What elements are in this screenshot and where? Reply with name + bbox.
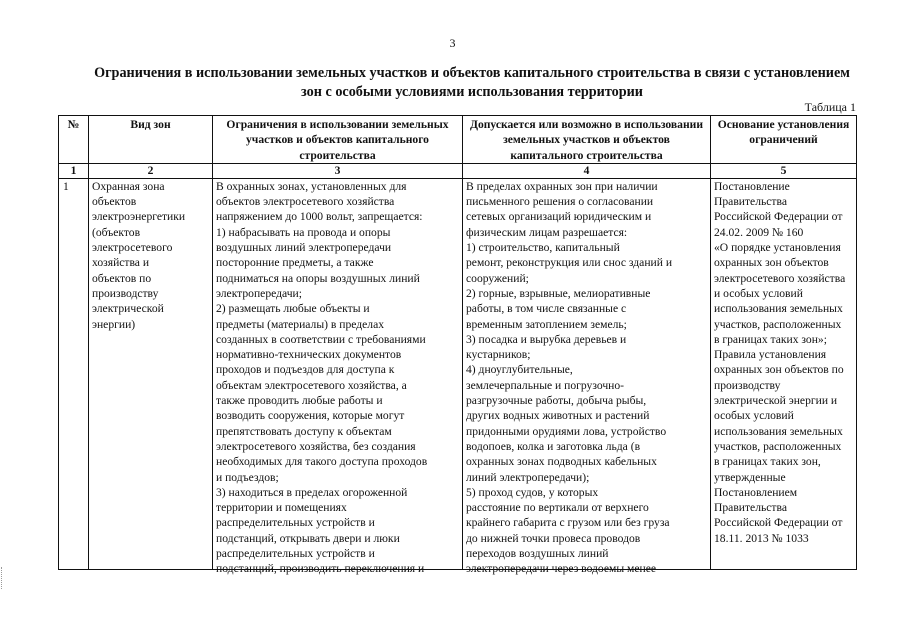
allowed-line: разгрузочные работы, добыча рыбы, — [466, 394, 647, 408]
restriction-line: распределительных устройств и — [216, 547, 375, 561]
allowed-line: придонными орудиями лова, устройство — [466, 424, 667, 438]
basis-line: 18.11. 2013 № 1033 — [714, 531, 809, 545]
basis-line: в границах таких зон, — [714, 455, 821, 469]
allowed-line: сооружений; — [466, 271, 529, 285]
allowed-line: линий электропередачи); — [466, 470, 590, 484]
zone-type-line: электроэнергетики — [92, 210, 186, 224]
basis-line: охранных зон объектов — [714, 256, 829, 270]
basis-line: Постановлением — [714, 485, 798, 499]
restriction-line: подниматься на опоры воздушных линий — [216, 271, 420, 285]
allowed-line: 2) горные, взрывные, мелиоративные — [466, 286, 651, 300]
allowed-line: В пределах охранных зон при наличии — [466, 179, 658, 193]
basis-line: утвержденные — [714, 470, 786, 484]
restriction-line: территории и помещениях — [216, 501, 347, 515]
allowed-line: 5) проход судов, у которых — [466, 485, 599, 499]
header-row — [59, 116, 857, 164]
restriction-line: нормативно-технических документов — [216, 348, 402, 362]
allowed-line: других водных животных и растений — [466, 409, 650, 423]
basis-line: «О порядке установления — [714, 241, 841, 255]
zone-type-line: Охранная зона — [92, 179, 165, 193]
column-number: 4 — [463, 163, 711, 178]
basis-line: Правила установления — [714, 348, 827, 362]
table-label: Таблица 1 — [804, 100, 856, 114]
restriction-line: 2) размещать любые объекты и — [216, 302, 370, 316]
column-number-row — [59, 163, 857, 178]
zone-type-cell — [89, 178, 213, 569]
zone-type-line: объектов по — [92, 271, 152, 285]
restriction-line: 3) находиться в пределах огороженной — [216, 485, 408, 499]
allowed-line: охранных зонах подводных кабельных — [466, 455, 657, 469]
restriction-line: электропередачи; — [216, 286, 302, 300]
restriction-line: объектов электросетевого хозяйства — [216, 195, 395, 209]
basis-line: участков, расположенных — [714, 317, 842, 331]
zone-type-line: (объектов — [92, 225, 141, 239]
column-number: 2 — [89, 163, 213, 178]
allowed-line: письменного решения о согласовании — [466, 195, 654, 209]
basis-line: Правительства — [714, 195, 787, 209]
allowed-line: 3) посадка и вырубка деревьев и — [466, 332, 627, 346]
basis-line: Правительства — [714, 501, 787, 515]
allowed-line: до нижней точки провеса проводов — [466, 531, 641, 545]
restriction-line: возводить сооружения, которые могут — [216, 409, 405, 423]
allowed-line: электропередачи через водоемы менее — [466, 562, 657, 576]
restriction-line: В охранных зонах, установленных для — [216, 179, 407, 193]
restriction-line: 1) набрасывать на провода и опоры — [216, 225, 391, 239]
basis-line: охранных зон объектов по — [714, 363, 844, 377]
restriction-line: необходимых для такого доступа проходов — [216, 455, 428, 469]
allowed-line: временным затоплением земель; — [466, 317, 627, 331]
zone-type-line: энергии) — [92, 317, 136, 331]
basis-line: в границах таких зон»; — [714, 332, 827, 346]
restriction-line: напряжением до 1000 вольт, запрещается: — [216, 210, 423, 224]
basis-line: особых условий — [714, 409, 794, 423]
row-number: 1 — [59, 178, 89, 569]
column-number: 3 — [213, 163, 463, 178]
margin-mark — [1, 567, 4, 589]
restriction-line: посторонние предметы, а также — [216, 256, 374, 270]
page-number: 3 — [449, 36, 456, 50]
restriction-line: созданных в соответствии с требованиями — [216, 332, 426, 346]
basis-line: электрической энергии и — [714, 394, 838, 408]
basis-line: участков, расположенных — [714, 439, 842, 453]
zone-type-line: объектов — [92, 195, 137, 209]
restriction-line: распределительных устройств и — [216, 516, 375, 530]
basis-line: использования земельных — [714, 424, 843, 438]
allowed-line: 1) строительство, капитальный — [466, 241, 620, 255]
restriction-line: электросетевого хозяйства, без создания — [216, 439, 416, 453]
allowed-line: физическим лицам разрешается: — [466, 225, 628, 239]
zone-type-line: электрической — [92, 302, 164, 316]
basis-line: производству — [714, 378, 781, 392]
basis-line: электросетевого хозяйства — [714, 271, 846, 285]
basis-line: Российской Федерации от — [714, 210, 843, 224]
restriction-line: подстанций, производить переключения и — [216, 562, 425, 576]
column-number: 1 — [59, 163, 89, 178]
zone-type-line: электросетевого — [92, 241, 173, 255]
restrictions-table — [58, 115, 857, 576]
allowed-line: кустарников; — [466, 348, 531, 362]
basis-line: Российской Федерации от — [714, 516, 843, 530]
allowed-line: землечерпальные и погрузочно- — [466, 378, 625, 392]
basis-line: и особых условий — [714, 286, 803, 300]
basis-cell — [711, 178, 857, 569]
restriction-line: и подъездов; — [216, 470, 279, 484]
column-number: 5 — [711, 163, 857, 178]
restriction-line: воздушных линий электропередачи — [216, 241, 392, 255]
restriction-line: подстанций, открывать двери и люки — [216, 531, 400, 545]
allowed-line: ремонт, реконструкция или снос зданий и — [466, 256, 673, 270]
basis-line: 24.02. 2009 № 160 — [714, 225, 804, 239]
header-zone-type: Вид зон — [89, 116, 213, 164]
allowed-line: переходов воздушных линий — [466, 547, 609, 561]
header-restrictions: Ограничения в использовании земельных участков и объектов капитального строительства — [213, 116, 463, 164]
basis-line: Постановление — [714, 179, 790, 193]
allowed-line: водопоев, колка и заготовка льда (в — [466, 439, 641, 453]
document-title: Ограничения в использовании земельных участков и объектов капитального строительства в связи с установлением зон с особыми условиями использования территории — [94, 65, 850, 100]
basis-line: использования земельных — [714, 302, 843, 316]
header-number: № — [59, 116, 89, 164]
zone-type-line: производству — [92, 286, 159, 300]
restriction-line: препятствовать доступу к объектам — [216, 424, 392, 438]
header-allowed: Допускается или возможно в использовании земельных участков и объектов капитального строительства — [463, 116, 711, 164]
allowed-line: крайнего габарита с грузом или без груза — [466, 516, 670, 530]
restriction-line: также проводить любые работы и — [216, 394, 383, 408]
restriction-line: предметы (материалы) в пределах — [216, 317, 385, 331]
restriction-line: проходов и подъездов для доступа к — [216, 363, 395, 377]
header-basis: Основание установления ограничений — [711, 116, 857, 164]
allowed-cell — [463, 178, 711, 576]
allowed-line: работы, в том числе связанные с — [466, 302, 627, 316]
restriction-line: объектам электросетевого хозяйства, а — [216, 378, 407, 392]
zone-type-line: хозяйства и — [92, 256, 150, 270]
allowed-line: сетевых организаций юридическим и — [466, 210, 652, 224]
allowed-line: расстояние по вертикали от верхнего — [466, 501, 649, 515]
allowed-line: 4) дноуглубительные, — [466, 363, 573, 377]
table-row — [59, 178, 857, 569]
restrictions-cell — [213, 178, 463, 576]
